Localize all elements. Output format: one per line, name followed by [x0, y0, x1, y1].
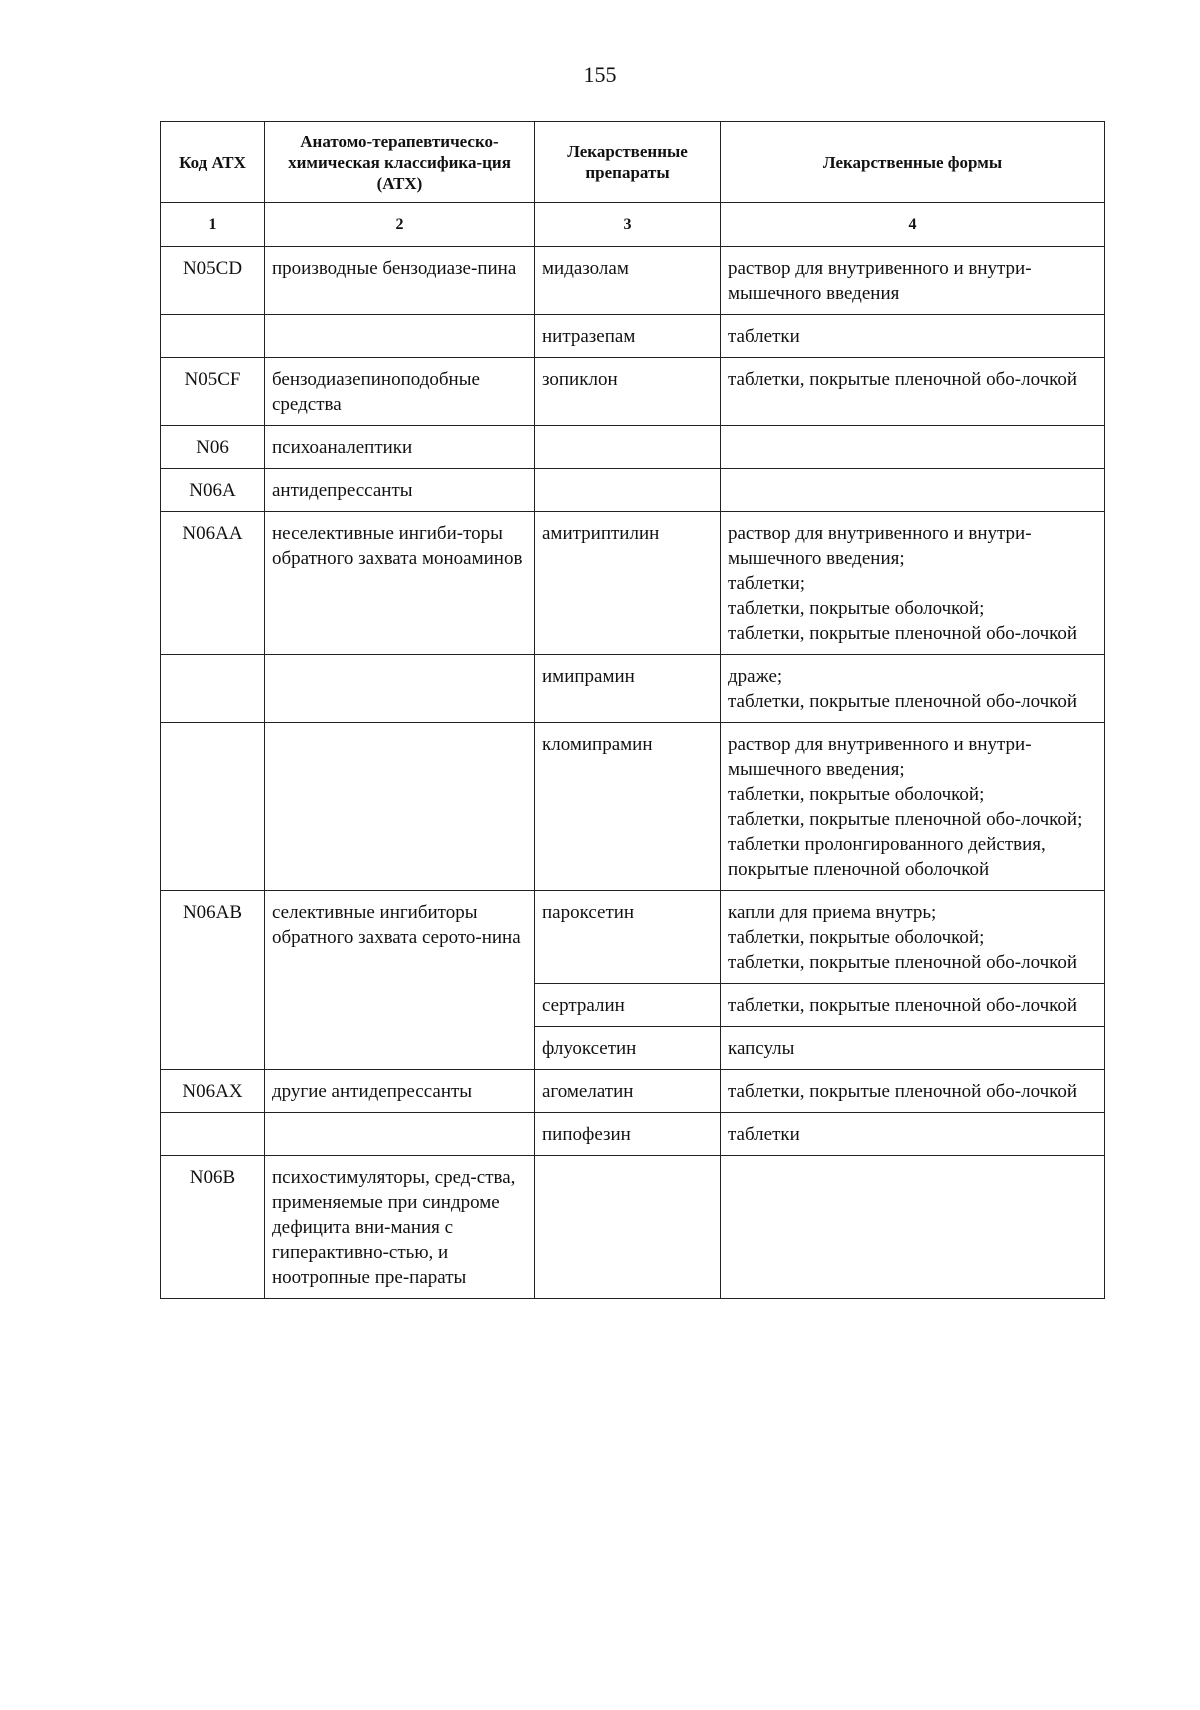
- dosage-form-item: таблетки, покрытые оболочкой;: [728, 784, 985, 805]
- dosage-forms-cell: [721, 358, 1105, 426]
- table-row: [161, 891, 1105, 984]
- dosage-form-item: таблетки: [728, 1124, 800, 1145]
- drug-name-cell: [535, 1156, 721, 1299]
- atx-code-cell: N06A: [161, 469, 265, 512]
- column-number: 4: [721, 203, 1105, 247]
- drug-name-cell: [535, 426, 721, 469]
- dosage-forms-cell: [721, 723, 1105, 891]
- dosage-forms-cell: [721, 247, 1105, 315]
- column-number-row: [161, 203, 1105, 247]
- drug-name-cell: [535, 469, 721, 512]
- dosage-form-item: таблетки, покрытые оболочкой;: [728, 927, 985, 948]
- drug-name-cell: нитразепам: [535, 315, 721, 358]
- dosage-form-item: таблетки, покрытые пленочной обо-лочкой;: [728, 809, 1083, 830]
- dosage-forms-cell: [721, 469, 1105, 512]
- table-row: [161, 723, 1105, 891]
- atx-code-cell: N06AX: [161, 1070, 265, 1113]
- atx-classification-cell: производные бензодиазе-пина: [265, 247, 535, 315]
- dosage-form-item: таблетки, покрытые пленочной обо-лочкой: [728, 691, 1078, 712]
- table-row: [161, 426, 1105, 469]
- atx-code-cell: N05CF: [161, 358, 265, 426]
- atx-classification-cell: психостимуляторы, сред-ства, применяемые при синдроме дефицита вни-мания с гиперактивно-стью, и ноотропные пре-параты: [265, 1156, 535, 1299]
- table-row: [161, 512, 1105, 655]
- dosage-form-item: капсулы: [728, 1038, 795, 1059]
- dosage-form-item: таблетки, покрытые пленочной обо-лочкой: [728, 952, 1078, 973]
- atx-classification-cell: [265, 655, 535, 723]
- table-row: [161, 1156, 1105, 1299]
- table-row: [161, 1113, 1105, 1156]
- atx-code-cell: N06AA: [161, 512, 265, 655]
- atx-code-cell: [161, 655, 265, 723]
- table-row: [161, 1070, 1105, 1113]
- drug-name-cell: пароксетин: [535, 891, 721, 984]
- dosage-forms-cell: [721, 1027, 1105, 1070]
- dosage-forms-cell: [721, 1070, 1105, 1113]
- drug-name-cell: зопиклон: [535, 358, 721, 426]
- atx-classification-cell: антидепрессанты: [265, 469, 535, 512]
- table-header-row: [161, 122, 1105, 203]
- atx-classification-cell: другие антидепрессанты: [265, 1070, 535, 1113]
- table-row: [161, 247, 1105, 315]
- page-number: 155: [583, 62, 617, 87]
- column-number: 2: [265, 203, 535, 247]
- drug-name-cell: амитриптилин: [535, 512, 721, 655]
- dosage-forms-cell: [721, 891, 1105, 984]
- table-body: [161, 247, 1105, 1299]
- dosage-forms-cell: [721, 984, 1105, 1027]
- column-number: 3: [535, 203, 721, 247]
- dosage-forms-cell: [721, 1156, 1105, 1299]
- atx-classification-cell: психоаналептики: [265, 426, 535, 469]
- dosage-form-item: раствор для внутривенного и внутри-мышечного введения;: [728, 734, 1032, 780]
- dosage-form-item: таблетки, покрытые пленочной обо-лочкой: [728, 1081, 1078, 1102]
- dosage-forms-cell: [721, 1113, 1105, 1156]
- dosage-form-item: таблетки, покрытые пленочной обо-лочкой: [728, 995, 1078, 1016]
- atx-classification-cell: неселективные ингиби-торы обратного захвата моноаминов: [265, 512, 535, 655]
- dosage-forms-cell: [721, 426, 1105, 469]
- atx-classification-cell: бензодиазепиноподобные средства: [265, 358, 535, 426]
- atx-code-cell: N05CD: [161, 247, 265, 315]
- drug-name-cell: сертралин: [535, 984, 721, 1027]
- atx-classification-cell: [265, 723, 535, 891]
- atx-drug-table: [160, 121, 1105, 1299]
- atx-code-cell: [161, 315, 265, 358]
- dosage-form-item: таблетки пролонгированного действия, покрытые пленочной оболочкой: [728, 834, 1046, 880]
- dosage-form-item: раствор для внутривенного и внутри-мышечного введения: [728, 258, 1032, 304]
- drug-name-cell: мидазолам: [535, 247, 721, 315]
- dosage-forms-cell: [721, 315, 1105, 358]
- dosage-form-item: таблетки;: [728, 573, 806, 594]
- dosage-form-item: капли для приема внутрь;: [728, 902, 937, 923]
- drug-name-cell: кломипрамин: [535, 723, 721, 891]
- dosage-form-item: таблетки, покрытые пленочной обо-лочкой: [728, 623, 1078, 644]
- drug-name-cell: флуоксетин: [535, 1027, 721, 1070]
- header-drugs: Лекарственные препараты: [535, 122, 721, 203]
- header-atx-code: Код АТХ: [161, 122, 265, 203]
- atx-code-cell: [161, 723, 265, 891]
- atx-classification-cell: [265, 1113, 535, 1156]
- dosage-forms-cell: [721, 655, 1105, 723]
- header-atx-classification: Анатомо-терапевтическо-химическая классифика-ция (АТХ): [265, 122, 535, 203]
- drug-name-cell: пипофезин: [535, 1113, 721, 1156]
- atx-classification-cell: селективные ингибиторы обратного захвата серото-нина: [265, 891, 535, 1070]
- dosage-form-item: раствор для внутривенного и внутри-мышечного введения;: [728, 523, 1032, 569]
- table-row: [161, 655, 1105, 723]
- header-dosage-forms: Лекарственные формы: [721, 122, 1105, 203]
- table-row: [161, 315, 1105, 358]
- table-row: [161, 358, 1105, 426]
- atx-classification-cell: [265, 315, 535, 358]
- drug-name-cell: агомелатин: [535, 1070, 721, 1113]
- dosage-form-item: таблетки, покрытые оболочкой;: [728, 598, 985, 619]
- atx-code-cell: [161, 1113, 265, 1156]
- atx-code-cell: N06AB: [161, 891, 265, 1070]
- dosage-form-item: драже;: [728, 666, 783, 687]
- dosage-form-item: таблетки, покрытые пленочной обо-лочкой: [728, 369, 1078, 390]
- atx-code-cell: N06B: [161, 1156, 265, 1299]
- drug-name-cell: имипрамин: [535, 655, 721, 723]
- column-number: 1: [161, 203, 265, 247]
- dosage-form-item: таблетки: [728, 326, 800, 347]
- atx-code-cell: N06: [161, 426, 265, 469]
- table-row: [161, 469, 1105, 512]
- dosage-forms-cell: [721, 512, 1105, 655]
